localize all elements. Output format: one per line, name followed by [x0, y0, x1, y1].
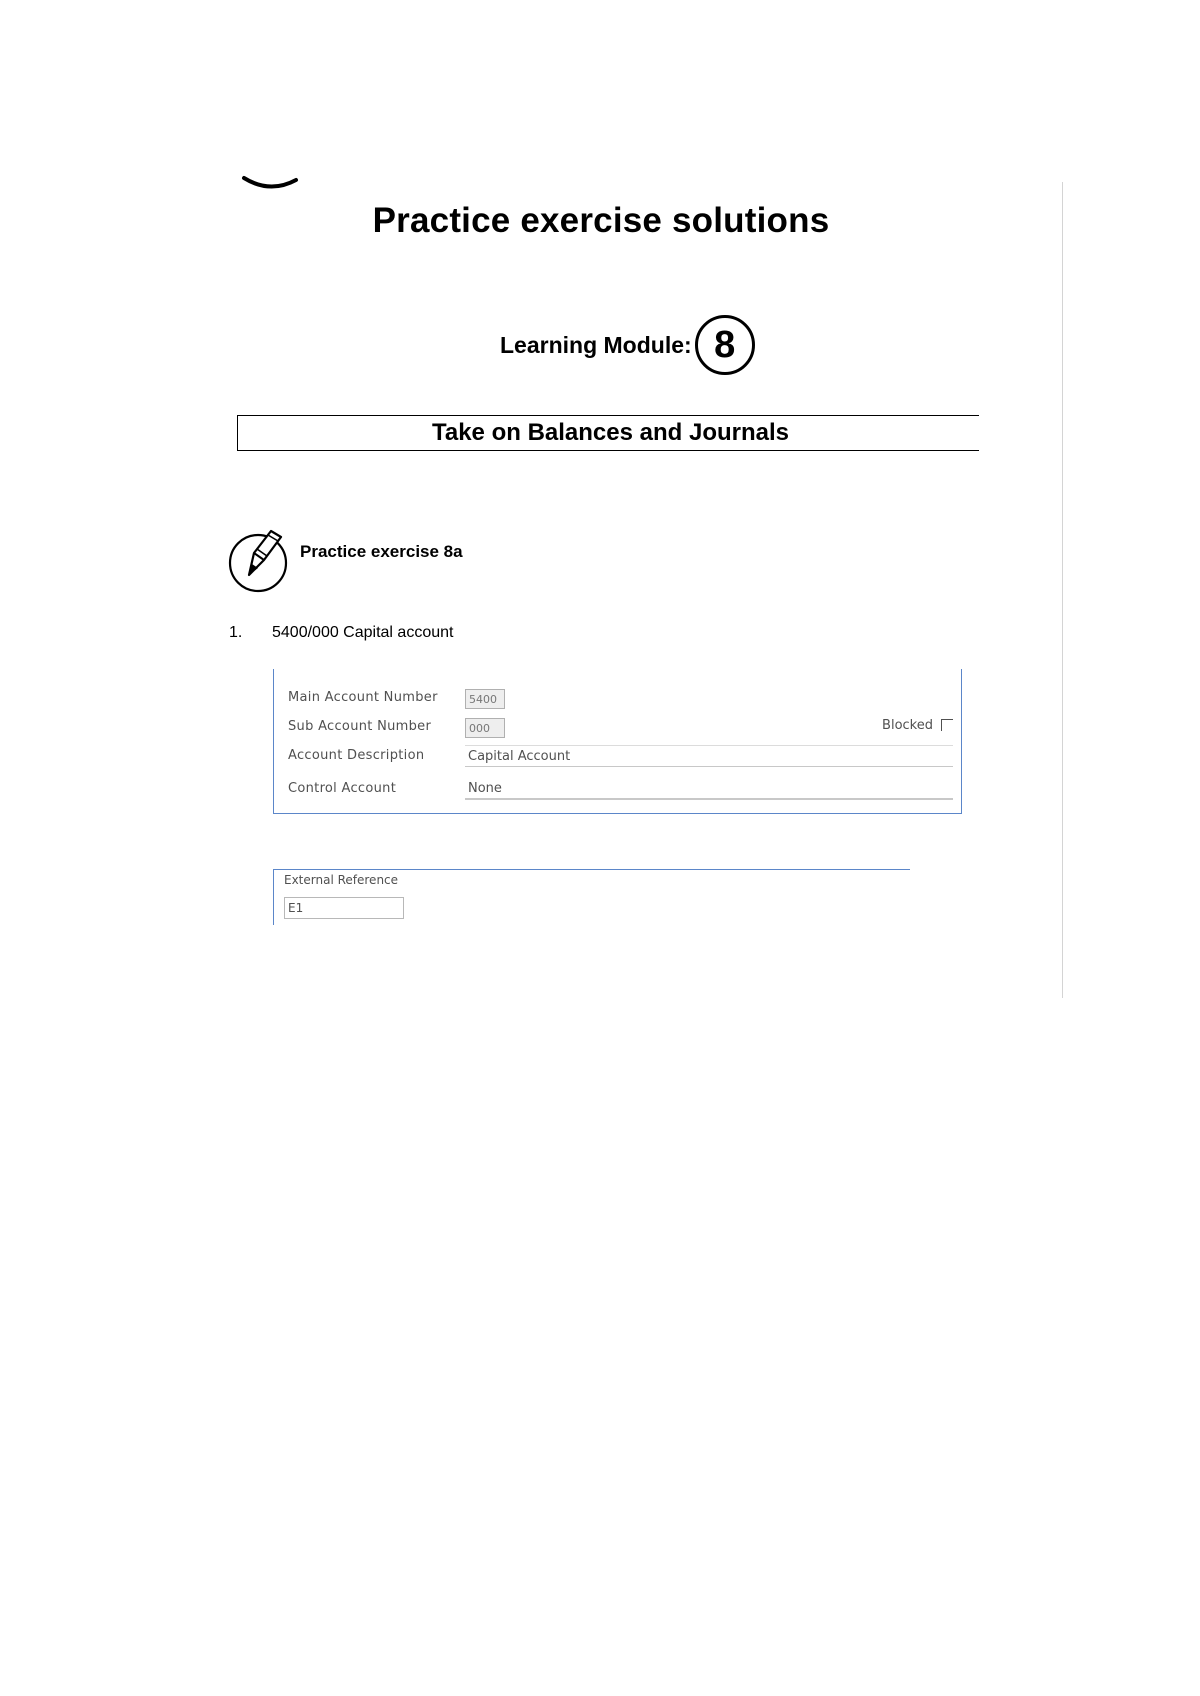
sub-account-field[interactable]: 000: [465, 718, 505, 738]
pencil-icon: [227, 523, 293, 593]
external-reference-panel: [273, 869, 910, 925]
main-account-label: Main Account Number: [288, 690, 438, 705]
blocked-option[interactable]: [882, 718, 953, 733]
account-form-panel: [273, 669, 962, 814]
sub-account-label: Sub Account Number: [288, 719, 432, 734]
module-label: Learning Module:: [500, 331, 692, 358]
external-reference-label: External Reference: [284, 873, 399, 887]
main-account-field[interactable]: 5400: [465, 689, 505, 709]
decorative-arc: [240, 166, 300, 192]
page-edge-line: [1062, 182, 1063, 998]
control-account-label: Control Account: [288, 781, 397, 796]
control-account-select[interactable]: None: [465, 778, 953, 800]
module-number-badge: 8: [695, 315, 755, 375]
blocked-checkbox[interactable]: [941, 719, 953, 731]
account-description-field[interactable]: Capital Account: [465, 745, 953, 767]
step-number: 1.: [229, 624, 243, 641]
exercise-label: Practice exercise 8a: [300, 542, 463, 561]
step-text: 5400/000 Capital account: [272, 624, 454, 641]
blocked-label: Blocked: [882, 718, 933, 733]
external-reference-field[interactable]: E1: [284, 897, 404, 919]
learning-module-heading: [500, 310, 755, 380]
section-heading: Take on Balances and Journals: [237, 415, 979, 451]
step-item: [229, 624, 453, 642]
exercise-heading: [227, 523, 463, 593]
page-title: Practice exercise solutions: [372, 201, 830, 240]
account-description-label: Account Description: [288, 748, 425, 763]
